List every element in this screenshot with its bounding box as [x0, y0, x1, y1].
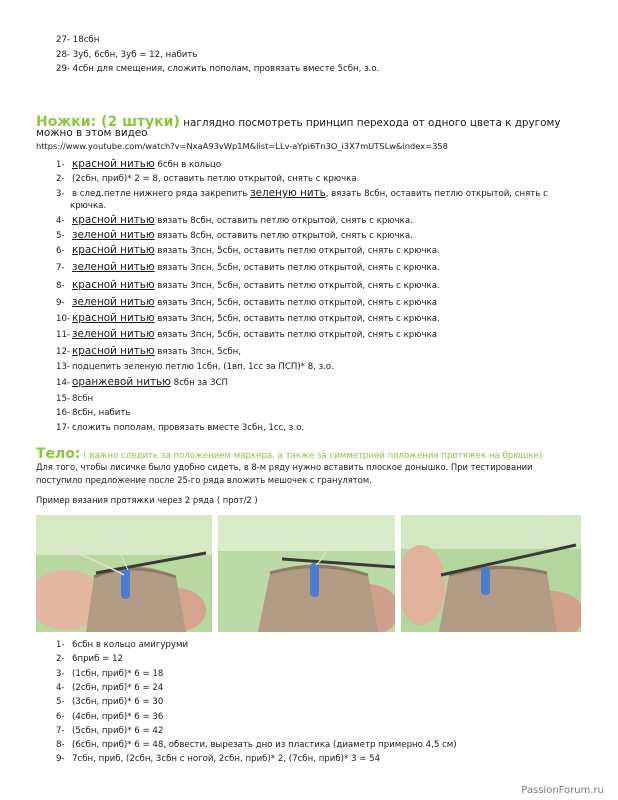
- body-row: [56, 668, 163, 680]
- row-text: вязать 3псн, 5сбн, оставить петлю открытой, снять с крючка.: [154, 246, 440, 256]
- legs-row: [56, 261, 440, 274]
- legs-row: [56, 345, 241, 358]
- yarn-color-label: оранжевой нитью: [72, 376, 171, 388]
- yarn-color-label: красной нитью: [72, 345, 155, 357]
- top-row-27: 27- 18сбн: [56, 35, 100, 45]
- body-row: [56, 753, 380, 765]
- legs-row: [56, 393, 93, 405]
- legs-row: [56, 407, 130, 419]
- yarn-color-label: красной нитью: [72, 244, 155, 256]
- yarn-color-label: красной нитью: [72, 214, 155, 226]
- yarn-color-label: зеленую нить: [250, 187, 326, 199]
- row-text: вязать 3псн, 5сбн,: [154, 347, 241, 357]
- body-row: [56, 682, 163, 694]
- row-number: 4-: [56, 216, 65, 226]
- row-number: 2-: [56, 654, 65, 665]
- row-number: 13-: [56, 362, 71, 372]
- row-text: (5сбн, приб)* 6 = 42: [72, 725, 164, 736]
- row-number: 9-: [56, 754, 65, 765]
- legs-row: [56, 229, 413, 242]
- row-text: (4сбн, приб)* 6 = 36: [72, 711, 164, 722]
- row-text: вязать 8сбн, оставить петлю открытой, снять с крючка.: [154, 231, 413, 241]
- row-number: 10-: [56, 314, 71, 324]
- row-number: 4-: [56, 682, 65, 693]
- legs-row: [56, 296, 437, 309]
- body-paragraph-2: поступило предложение после 25-го ряда вложить мешочек с гранулятом.: [36, 475, 372, 485]
- body-row: [56, 653, 123, 665]
- crochet-photo-1: [36, 515, 212, 632]
- row-number: 8-: [56, 740, 65, 751]
- video-link[interactable]: https://www.youtube.com/watch?v=NxaA93vWp1M&list=LLv-aYpi6Tn3O_i3X7mUTSLw&index=358: [36, 141, 448, 151]
- yarn-color-label: зеленой нитью: [72, 261, 155, 273]
- example-caption: Пример вязания протяжки через 2 ряда ( прот/2 ): [36, 495, 258, 505]
- yarn-color-label: зеленой нитью: [72, 229, 155, 241]
- yarn-color-label: красной нитью: [72, 279, 155, 291]
- legs-row: [56, 422, 304, 434]
- row-text-pre: в след.петле нижнего ряда закрепить: [72, 189, 251, 199]
- row-text: 6приб = 12: [72, 654, 124, 665]
- watermark: PassionForum.ru: [521, 785, 604, 796]
- row-text: , вязать 8сбн, оставить петлю открытой, снять с: [325, 189, 548, 199]
- row-number: 3-: [56, 668, 65, 679]
- row-number: 6-: [56, 711, 65, 722]
- row-number: 16-: [56, 408, 71, 418]
- row-text: 8сбн: [72, 394, 94, 404]
- yarn-color-label: зеленой нитью: [72, 296, 155, 308]
- top-row-28: 28- 3уб, 6сбн, 3уб = 12, набить: [56, 50, 198, 60]
- row-text: 6сбн в кольцо: [154, 160, 222, 170]
- legs-row: [56, 376, 228, 389]
- row-number: 7-: [56, 725, 65, 736]
- yarn-color-label: зеленой нитью: [72, 328, 155, 340]
- legs-row: [56, 244, 440, 257]
- body-heading-title: Тело:: [36, 446, 81, 462]
- row-number: 15-: [56, 394, 71, 404]
- row-number: 7-: [56, 263, 65, 273]
- row-number: 1-: [56, 160, 65, 170]
- row-text: вязать 3псн, 5сбн, оставить петлю открытой, снять с крючка.: [154, 281, 440, 291]
- row-text: 8сбн, набить: [72, 408, 131, 418]
- legs-row: [56, 279, 440, 292]
- row-text: (1сбн, приб)* 6 = 18: [72, 668, 164, 679]
- crochet-photo-2: [218, 515, 395, 632]
- legs-row: [70, 200, 106, 212]
- legs-row: [56, 173, 359, 185]
- row-number: 9-: [56, 298, 65, 308]
- body-row: [56, 725, 163, 737]
- row-number: 11-: [56, 330, 71, 340]
- row-text: 8сбн за ЗСП: [170, 378, 228, 388]
- row-text: сложить пополам, провязать вместе 3сбн, 1сс, з.о.: [72, 423, 305, 433]
- row-text: вязать 3псн, 5сбн, оставить петлю открытой, снять с крючка: [154, 298, 437, 308]
- row-text: вязать 3псн, 5сбн, оставить петлю открытой, снять с крючка.: [154, 263, 440, 273]
- row-number: 12-: [56, 347, 71, 357]
- row-text: 7сбн, приб, (2сбн, 3сбн с ногой, 2сбн, приб)* 2, (7сбн, приб)* 3 = 54: [72, 754, 381, 765]
- row-number: 2-: [56, 174, 65, 184]
- yarn-color-label: красной нитью: [72, 158, 155, 170]
- row-text: (6сбн, приб)* 6 = 48, обвести, вырезать дно из пластика (диаметр примерно 4,5 см): [72, 740, 457, 751]
- legs-heading-note: наглядно посмотреть принцип перехода от одного цвета к другому: [179, 117, 561, 129]
- body-heading-note: ( важно следить за положением маркера, а также за симметрией положения протяжек на брюшке): [80, 451, 543, 461]
- row-text: (2сбн, приб)* 6 = 24: [72, 682, 164, 693]
- body-row: [56, 639, 188, 651]
- row-text: 6сбн в кольцо амигуруми: [72, 640, 189, 650]
- legs-row: [56, 361, 334, 373]
- row-number: 5-: [56, 231, 65, 241]
- body-heading: [36, 443, 542, 462]
- legs-heading-title: Ножки: (2 штуки): [36, 114, 180, 130]
- row-number: 1-: [56, 640, 65, 650]
- top-row-29: 29- 4сбн для смещения, сложить пополам, провязать вместе 5сбн, з.о.: [56, 64, 380, 74]
- legs-heading-note-2: можно в этом видео: [36, 127, 148, 139]
- row-text: (2сбн, приб)* 2 = 8, оставить петлю открытой, снять с крючка.: [72, 174, 360, 184]
- legs-row: [56, 214, 413, 227]
- legs-row: [56, 328, 437, 341]
- crochet-photo-3: [401, 515, 581, 632]
- row-number: 3-: [56, 189, 65, 199]
- row-number: 5-: [56, 697, 65, 708]
- legs-row: [56, 158, 221, 171]
- row-text: вязать 3псн, 5сбн, оставить петлю открытой, снять с крючка: [154, 330, 437, 340]
- row-text: крючка.: [70, 201, 107, 211]
- body-row: [56, 696, 163, 708]
- row-number: 8-: [56, 281, 65, 291]
- body-row: [56, 739, 457, 751]
- legs-row: [56, 187, 548, 200]
- legs-row: [56, 312, 440, 325]
- yarn-color-label: красной нитью: [72, 312, 155, 324]
- body-row: [56, 711, 163, 723]
- row-number: 14-: [56, 378, 71, 388]
- row-number: 17-: [56, 423, 71, 433]
- row-text: вязать 3псн, 5сбн, оставить петлю открытой, снять с крючка.: [154, 314, 440, 324]
- row-text: подцепить зеленую петлю 1сбн, (1вп, 1сс за ПСП)* 8, з.о.: [72, 362, 334, 372]
- row-text: (3сбн, приб)* 6 = 30: [72, 697, 164, 708]
- row-number: 6-: [56, 246, 65, 256]
- row-text: вязать 8сбн, оставить петлю открытой, снять с крючка.: [154, 216, 413, 226]
- body-paragraph-1: Для того, чтобы лисичке было удобно сидеть, в 8-м ряду нужно вставить плоское донышко. При тестировании: [36, 462, 533, 472]
